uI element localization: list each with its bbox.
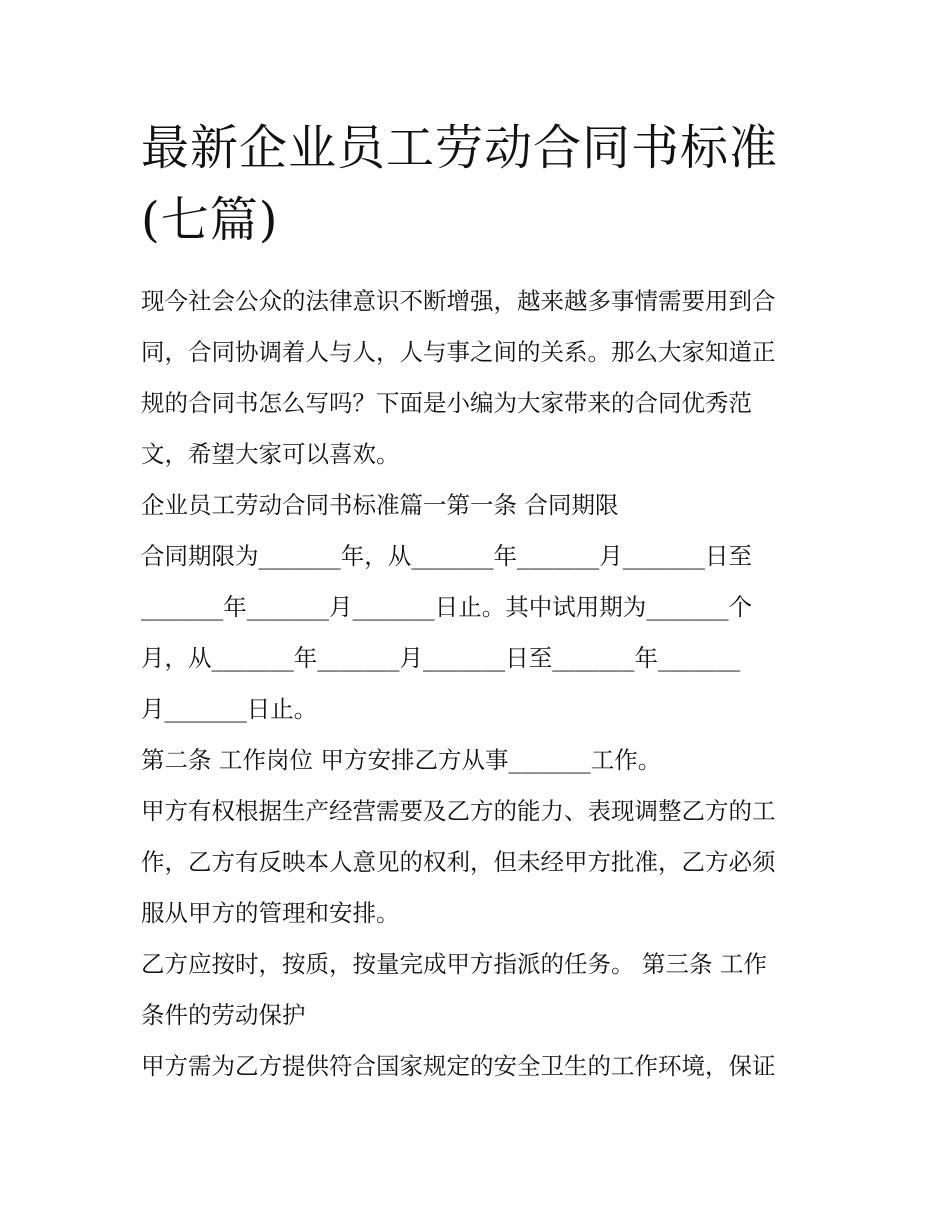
- body-line-11: 甲方有权根据生产经营需要及乙方的能力、表现调整乙方的工: [141, 797, 776, 825]
- document-body: [141, 276, 821, 1092]
- body-line-16: 甲方需为乙方提供符合国家规定的安全卫生的工作环境，保证: [141, 1052, 776, 1080]
- document-title: [141, 112, 821, 256]
- body-line-14: 乙方应按时，按质，按量完成甲方指派的任务。 第三条 工作: [141, 950, 767, 978]
- body-line-15: 条件的劳动保护: [141, 1001, 306, 1029]
- body-line-8: 月，从_______年_______月_______日至_______年_______: [141, 644, 741, 672]
- body-line-1: 现今社会公众的法律意识不断增强，越来越多事情需要用到合: [141, 287, 776, 315]
- body-line-4: 文，希望大家可以喜欢。: [141, 440, 400, 468]
- body-line-13: 服从甲方的管理和安排。: [141, 899, 400, 927]
- section-heading-contract-term: 企业员工劳动合同书标准篇一第一条 合同期限: [141, 491, 619, 519]
- title-line-1: 最新企业员工劳动合同书标准: [141, 120, 779, 176]
- section-heading-job-position: 第二条 工作岗位 甲方安排乙方从事_______工作。: [141, 746, 662, 774]
- body-line-6: 合同期限为_______年，从_______年_______月_______日至: [141, 542, 752, 570]
- body-line-9: 月_______日止。: [141, 695, 318, 723]
- body-line-3: 规的合同书怎么写吗？下面是小编为大家带来的合同优秀范: [141, 389, 752, 417]
- title-line-2: (七篇): [141, 192, 279, 248]
- body-line-12: 作，乙方有反映本人意见的权利，但未经甲方批准，乙方必须: [141, 848, 776, 876]
- body-line-7: _______年_______月_______日止。其中试用期为_______个: [141, 593, 752, 621]
- body-line-2: 同，合同协调着人与人，人与事之间的关系。那么大家知道正: [141, 338, 776, 366]
